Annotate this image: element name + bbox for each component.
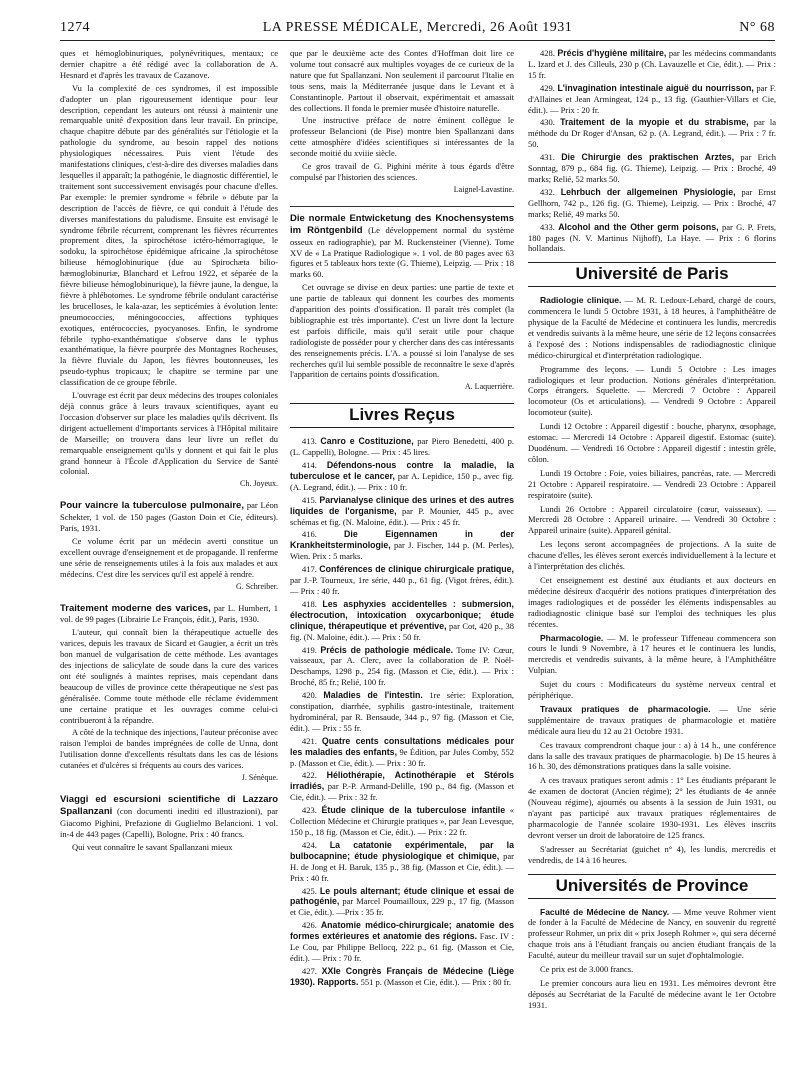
announcement-paragraph: [528, 978, 776, 1011]
book-title: Quatre cents consultations médicales pour les maladies des enfants,: [290, 735, 514, 757]
book-number: 426.: [302, 920, 317, 931]
book-entry: [290, 529, 514, 562]
issue-number: N° 68: [739, 20, 775, 35]
book-title: Parvianalyse clinique des urines et des autres liquides de l'organisme,: [290, 494, 514, 516]
book-entry: [528, 222, 776, 255]
book-details: par P.-P. Armand-Delille, 190 p., 84 fig. (Masson et Cie, édit.). — Prix : 32 fr.: [290, 781, 514, 803]
book-details: par Piero Benedetti, 400 p. (L. Cappelli), Bologne. — Prix : 45 lires.: [290, 436, 514, 458]
book-entry: [290, 920, 514, 964]
book-entry: [290, 460, 514, 493]
announcement-text: Lundi 12 Octobre : Appareil digestif : bouche, pharynx, œsophage, estomac. — Mercredi 14 Octobre : Appareil digestif. Estomac (suite). Duodénum. — Vendredi 16 Octobre : Appareil digestif : intestin grêle, côlon.: [528, 421, 776, 464]
journal-title: LA PRESSE MÉDICALE, Mercredi, 26 Août 1931: [262, 20, 573, 35]
review-heading: [290, 213, 514, 280]
review-title: Traitement moderne des varices,: [60, 602, 211, 614]
announcement-paragraph: [528, 575, 776, 630]
announcement-title: Faculté de Médecine de Nancy.: [540, 906, 670, 917]
announcement-text: — M. le professeur Tiffeneau commencera son cours le lundi 9 Novembre, à 17 heures et le continuera les lundis, mercredis et vendredis suivants, à la même heure, à l'Amphithéâtre Vulpian.: [528, 632, 776, 676]
paragraph: A côté de la technique des injections, l'auteur préconise avec raison l'emploi de bandes imprégnées de colle de Unna, dont l'utilisation donne d'excellents résultats dans les cas de lésions cutanées et d'ulcères si fréquents au cours des varices.: [60, 727, 278, 771]
book-title: Lehrbuch der allgemeinen Physiologie,: [560, 186, 736, 197]
book-entry: [290, 770, 514, 803]
book-details: par Marcel Poumailloux, 229 p., 17 fig. (Masson et Cie, édit.). —Prix : 35 fr.: [290, 896, 514, 918]
announcement-paragraph: [528, 539, 776, 572]
book-title: XXIe Congrès Français de Médecine (Liège 1930). Rapports.: [290, 965, 514, 987]
announcement-paragraph: [528, 633, 776, 677]
book-number: 418.: [302, 598, 317, 609]
paragraph: Vu la complexité de ces syndromes, il est impossible d'adopter un plan rigoureusement identique pour leur description, cependant les auteurs ont réussi à maintenir une remarquable unité d'exposition dans leur travail. En principe, chaque chapitre débute par des généralités sur l'étiologie et la pathologie du syndrome, au besoin rappel des notions physiologiques nécessaires. Puis vient l'étude des manifestations cliniques, c'est-à-dire des diverses maladies dans lesquelles il apparaît; la pathogénie, le diagnostic différentiel, le traitement sont successivement envisagés pour chacune d'elles. Par exemple: le premier syndrome « fébrile » débute par la description de l'accès de fièvre, ce qui conduit à l'étude des diverses manifestations du paludisme. Ensuite est envisagé le syndrome fébrile récurrent, comprenant les fièvres récurrentes proprement dites, la spirochétose ictéro-hémorragique, le sodoku, la spirochétose épidémique africaine ,la spirochétose bilieuse hémoglobinurique (due au Spirochæta bilio-hæmoglobinuriæ, Blanchard et Lefrou 1922, et séparée de la fièvre bilieuse hémoglobinurique), la fièvre jaune, la dengue, la fièvre à phlébotomes. Le syndrome fébrile ondulant caractérise les brucelloses, le kala-azar, les septicémies à évolution lente: pneumococcies, méningococcies, affections typhiques exotiques, entérococcies, pyocyanoses. Enfin, le syndrome fébrile typho-exanthématique s'observe dans le typhus exanthématique, la fièvre pourprée des Montagnes Rocheuses, la fièvre fluviale du Japon, les fièvres boutonneuses, les pseudo-typhus tropicaux; le chapitre se termine par une classification de ce groupe fébrile.: [60, 82, 278, 388]
announcement-text: Sujet du cours : Modificateurs du système nerveux central et périphérique.: [528, 679, 776, 701]
book-number: 433.: [540, 221, 555, 232]
books-list: [290, 436, 514, 988]
announcement-paragraph: [528, 844, 776, 866]
book-title: La catatonie expérimentale, par la bulbocapnine; étude physiologique et chimique,: [290, 839, 514, 861]
announcement-text: Ce prix est de 3.000 francs.: [540, 964, 634, 975]
book-entry: [290, 840, 514, 884]
book-details: par P. Mounier, 445 p., avec schémas et fig. (N. Maloine, édit.). — Prix : 45 fr.: [290, 505, 514, 527]
book-title: Précis d'hygiène militaire,: [557, 48, 667, 58]
announcement-title: Travaux pratiques de pharmacologie.: [540, 703, 711, 714]
books-list: [528, 48, 776, 254]
book-title: Traitement de la myopie et du strabisme,: [560, 117, 749, 128]
book-title: Anatomie médico-chirurgicale; anatomie des formes extérieures et anatomie des régions.: [290, 920, 514, 942]
paragraph: Ce volume écrit par un médecin averti constitue un excellent ouvrage d'enseignement et de propagande. Il renferme une série de renseignements utiles à la fois aux malades et aux médecins. C'est dire les services qu'il est appelé à rendre.: [60, 535, 278, 579]
book-entry: [528, 48, 776, 81]
announcement-paragraph: [528, 775, 776, 840]
announcement-paragraph: [528, 421, 776, 465]
announcement-text: — M. R. Ledoux-Lebard, chargé de cours, commencera le lundi 5 Octobre 1931, à 18 heures, à l'amphithéâtre de physique de la Faculté de Médecine et continuera les lundis, mercredis et vendredis suivants à la même heure, une série de 12 leçons consacrées à l'exposé des : Notions indispensables de radiodiagnostic clinique médico-chirurgical et d'interprétation radiologique.: [528, 295, 776, 360]
province-announcements: [528, 907, 776, 1011]
book-details: par la méthode du Dr Roger d'Ansan, 62 p. (A. Legrand, édit.). — Prix : 7 fr. 50.: [528, 117, 776, 150]
book-number: 430.: [540, 117, 555, 128]
book-details: 551 p. (Masson et Cie, édit.). — Prix : 80 fr.: [360, 976, 511, 987]
book-number: 413.: [302, 436, 317, 447]
column-1: [60, 48, 278, 1068]
announcement-text: Cet enseignement est destiné aux étudiants et aux docteurs en médecine désireux d'acquérir des notions pratiques d'interprétation des images radiologiques et de posséder les éléments indispensables au radiodiagnostic clinique basé sur l'emploi des techniques les plus récentes.: [528, 574, 776, 629]
book-entry: [290, 690, 514, 734]
book-entry: [528, 152, 776, 185]
book-number: 423.: [302, 805, 317, 816]
book-entry: [290, 599, 514, 643]
section-title-universites-province: Universités de Province: [528, 874, 776, 899]
announcement-paragraph: [528, 964, 776, 975]
book-entry: [290, 564, 514, 597]
section-title-livres-recus: Livres Reçus: [290, 403, 514, 428]
paris-announcements: [528, 295, 776, 865]
book-number: 417.: [302, 564, 317, 575]
signature: Laignel-Lavastine.: [453, 184, 514, 194]
paragraph: Une instructive préface de notre éminent collègue le professeur Belancioni (de Pise) montre bien Spallanzani dans cette atmosphère d'idées scientifiques si intéressantes de la seconde moitié du xviiie siècle.: [290, 115, 514, 159]
book-entry: [290, 436, 514, 458]
book-entry: [290, 966, 514, 988]
book-title: L'invagination intestinale aiguë du nourrisson,: [557, 82, 754, 93]
book-number: 428.: [540, 48, 555, 58]
announcement-paragraph: [528, 504, 776, 537]
book-details: 9e Édition, par Jules Comby, 552 p. (Masson et Cie, édit.). — Prix : 30 fr.: [290, 746, 514, 768]
book-title: Die Eigennamen in der Krankheitsterminologie,: [290, 529, 514, 551]
book-number: 416.: [302, 529, 317, 540]
review-title: Viaggi ed escursioni scientifiche di Lazzaro Spallanzani: [60, 794, 278, 817]
book-details: 1re série: Exploration, constipation, diarrhée, syphilis gastro-intestinale, traitement hydrominéral, par R. Bensaude, 344 p., 97 fig. (Masson et Cie, édit.). — Prix : 55 fr.: [290, 690, 514, 733]
page-number: 1274: [60, 20, 90, 35]
book-number: 431.: [540, 152, 555, 163]
announcement-text: Le premier concours aura lieu en 1931. Les mémoires devront être déposés au Secrétariat de la Faculté de médecine avant le 1er Octobre 1931.: [528, 977, 776, 1010]
book-number: 415.: [302, 494, 317, 505]
review-meta: par L. Humbert, 1 vol. de 99 pages (Librairie Le François, édit.), Paris, 1930.: [60, 602, 278, 625]
paragraph: L'ouvrage est écrit par deux médecins des troupes coloniales déjà connus grâce à leurs travaux scientifiques, ayant eu l'occasion d'observer sur place les maladies qu'ils décrivent. Ils dirigent actuellement d'importants services à l'Hôpital militaire de Marseille; on trouvera dans leur livre un reflet du remarquable enseignement qu'ils y donnent et qui fait le plus grand honneur à l'École d'Application du Service de Santé colonial.: [60, 390, 278, 477]
signature: A. Laquerrière.: [464, 382, 514, 392]
book-number: 419.: [302, 644, 317, 655]
paragraph: Cet ouvrage se divise en deux parties: une partie de texte et une partie de tableaux qui donnent les courbes des moments d'apparition des points d'ossification. Il paraît très complet (la bibliographie est très importante). C'est un livre dont la lecture est parfois difficile, mais qu'il serait utile pour chaque radiologiste de posséder pour y chercher dans des cas intéressants des renseignements précis. L'A. a poussé si loin l'analyse de ses recherches qu'il lui semble possible de reconnaître le sexe d'après l'apparition de certains points d'ossification.: [290, 282, 514, 380]
book-details: par G. P. Frets, 180 pages (N. V. Martinus Nijhoff), La Haye. — Prix : 6 florins hollandais.: [528, 221, 776, 254]
book-details: par Cot, 420 p., 38 fig. (N. Maloine, édit.). — Prix : 50 fr.: [290, 620, 514, 642]
announcement-paragraph: [528, 679, 776, 701]
book-number: 421.: [302, 735, 317, 746]
book-title: Die Chirurgie des praktischen Arztes,: [561, 152, 735, 163]
announcement-text: Les leçons seront accompagnées de projections. A la suite de chacune d'elles, les élèves seront exercés individuellement à la lecture et à l'interprétation des clichés.: [528, 539, 776, 572]
book-entry: [290, 495, 514, 528]
book-title: Héliothérapie, Actinothérapie et Stérols irradiés,: [290, 770, 514, 792]
review-heading: [60, 500, 278, 534]
book-entry: [528, 117, 776, 150]
book-entry: [528, 187, 776, 220]
book-number: 414.: [302, 460, 317, 470]
book-entry: [290, 805, 514, 838]
paragraph: Qui veut connaître le savant Spallanzani mieux: [72, 841, 233, 852]
page-header: [60, 18, 775, 41]
review-heading: [60, 794, 278, 840]
book-number: 424.: [302, 839, 317, 850]
book-title: Étude clinique de la tuberculose infantile: [321, 805, 506, 816]
book-title: Défendons-nous contre la maladie, la tuberculose et le cancer,: [290, 460, 514, 481]
announcement-paragraph: [528, 364, 776, 419]
paragraph: que par le deuxième acte des Contes d'Hoffman doit lire ce volume tout consacré aux multiples voyages de ce curieux de la nature que fut Spallanzani. Non seulement il parcourut l'Italie en tous sens, mais la Méditerranée jusque dans le Levant et à Constantinople. Partout il observait, expérimentait et amassait des collections. Il fonda le premier musée d'histoire naturelle.: [290, 48, 514, 113]
review-meta: par Léon Schekter, 1 vol. de 150 pages (Gaston Doin et Cie, éditeurs). Paris, 1931.: [60, 500, 278, 534]
book-title: Alcohol and the Other germ poisons,: [558, 221, 719, 232]
announcement-paragraph: [528, 295, 776, 360]
review-heading: [60, 603, 278, 626]
paragraph: Ce gros travail de G. Pighini mérite à tous égards d'être compulsé par l'historien des sciences.: [290, 161, 514, 182]
announcement-text: A ces travaux pratiques seront admis : 1° Les étudiants préparant le 4e examen de doctorat (Ancien régime); 2° les étudiants de 4e année (Nouveau régime), ajournés ou absents à la session de Juin 1931, ou n'ayant pas participé aux travaux pratiques réglementaires de pharmacologie de l'année scolaire 1930-1931. Les élèves inscrits devront verser un droit de laboratoire de 125 francs.: [528, 775, 776, 840]
signature: J. Sénèque.: [241, 773, 278, 783]
book-details: par J.-P. Tourneux, 1re série, 440 p., 61 fig. (Vigot frères, édit.). — Prix : 40 fr.: [290, 575, 514, 596]
book-number: 420.: [302, 690, 317, 701]
book-details: par J. Fischer, 144 p. (M. Perles), Wien. Prix : 5 marks.: [290, 540, 514, 562]
book-details: par Erich Sonntag, 879 p., 684 fig. (G. Thieme), Leipzig. — Prix : Broché, 49 marks; Relié, 52 marks 50.: [528, 152, 776, 184]
announcement-text: Lundi 26 Octobre : Appareil circulatoire (cœur, vaisseaux). — Mercredi 28 Octobre : Appareil urinaire. — Vendredi 30 Octobre : Appareil urinaire (suite). Appareil génital.: [528, 503, 776, 536]
announcement-text: — Une série supplémentaire de travaux pratiques de pharmacologie et matière médicale aura lieu du 12 au 21 Octobre 1931.: [528, 703, 776, 736]
review-meta: (con documenti inediti ed illustrazioni), par Giacomo Pighini, Prefazione di Guglielmo Belancioni. 1 vol. in-4 de 443 pages (Capelli), Bologne. Prix : 40 francs.: [60, 805, 278, 839]
book-details: par H. de Jong et H. Baruk, 135 p., 38 fig. (Masson et Cie, édit.). — Prix : 40 fr.: [290, 850, 514, 883]
announcement-paragraph: [528, 740, 776, 773]
book-entry: [290, 886, 514, 919]
paragraph: L'auteur, qui connaît bien la thérapeutique actuelle des varices, depuis les travaux de Sicard et Gaugier, a écrit un très bon manuel de vulgarisation de cette méthode. Les avantages des injections de salicylate de soude dans la cure des varices ont été soulignés à maintes reprises, mais cependant dans beaucoup de villes de province cette thérapeutique ne s'est pas généralisée. Comme toute méthode elle réclame évidemment une certaine pratique et les ouvrages comme celui-ci contribueront à la répandre.: [60, 627, 278, 725]
divider: [290, 206, 514, 207]
book-number: 422.: [302, 770, 317, 781]
book-title: Le pouls alternant; étude clinique et essai de pathogénie,: [290, 885, 514, 907]
announcement-text: Lundi 19 Octobre : Foie, voies biliaires, pancréas, rate. — Mercredi 21 Octobre : Appareil respiratoire. — Vendredi 23 Octobre : Appareil respiratoire (suite).: [528, 467, 776, 500]
review-title: Pour vaincre la tuberculose pulmonaire,: [60, 500, 244, 512]
book-entry: [290, 736, 514, 769]
announcement-paragraph: [528, 468, 776, 501]
review-title: Die normale Entwicketung des Knochensystems im Röntgenbild: [290, 212, 514, 236]
announcement-text: Programme des leçons. — Lundi 5 Octobre : Les images radiologiques et leur production. Notions générales d'interprétation. Corps étrangers. Squelette. — Mercredi 7 Octobre : Appareil locomoteur (Os et articulations). — Vendredi 9 Octobre : Appareil locomoteur (suite).: [528, 363, 776, 418]
book-number: 425.: [302, 885, 317, 896]
book-details: par les médecins commandants L. Izard et J. des Cilleuls, 230 p (Ch. Lavauzelle et Cie, édit.). — Prix : 15 fr.: [528, 48, 776, 80]
book-title: Canro e Costituzione,: [320, 436, 414, 447]
paragraph: ques et hémoglobinuriques, polynévritiques, mentaux; ce dernier chapitre a été rédigé avec la collaboration de A. Hesnard et d'après les travaux de Cazanove.: [60, 48, 278, 80]
book-title: Les asphyxies accidentelles : submersion, électrocution, intoxication oxycarbonique; étude clinique, thérapeutique et préventive,: [290, 598, 514, 631]
column-3: [528, 48, 776, 1068]
column-2: [290, 48, 514, 1068]
announcement-title: Radiologie clinique.: [540, 295, 622, 306]
announcement-title: Pharmacologie.: [540, 632, 604, 643]
book-number: 429.: [540, 82, 555, 93]
book-details: Fasc. IV : Le Cou, par Philippe Bellocq, 222 p., 61 fig. (Masson et Cie, édit.). — Prix : 70 fr.: [290, 931, 514, 963]
book-details: « Collection Médecine et Chirurgie pratiques », par Jean Levesque, 150 p., 18 fig. (Masson et Cie, édit.). — Prix : 22 fr.: [290, 805, 514, 837]
book-entry: [528, 83, 776, 116]
review-meta: (Le développement normal du système osseux en radiographie), par M. Ruckensteiner (Vienne). Tome XV de « La Pratique Radiologique ». 1 vol. de 80 pages avec 63 figures et 5 tableaux hors texte (G. Thieme), Leipzig. — Prix : 18 marks 60.: [290, 224, 514, 280]
signature: Ch. Joyeux.: [240, 479, 278, 489]
book-details: par A. Lepidice, 150 p., avec fig. (A. Legrand, édit.). — Prix : 10 fr.: [290, 470, 514, 492]
announcement-text: Ces travaux comprendront chaque jour : a) à 14 h., une conférence dans la salle des travaux pratiques de pharmacologie. b) De 15 heures à 16 h. 30, des démonstrations pratiques dans la salle voisine.: [528, 739, 776, 772]
announcement-paragraph: [528, 907, 776, 962]
book-title: Précis de pathologie médicale.: [320, 644, 454, 655]
book-details: par Ernst Gellhorn, 742 p., 126 fig. (G. Thieme), Leipzig. — Prix : Broché, 47 marks; Relié, 49 marks 50.: [528, 186, 776, 219]
announcement-text: S'adresser au Secrétariat (guichet n° 4), les lundis, mercredis et vendredis, de 14 à 16 heures.: [528, 843, 776, 865]
book-entry: [290, 645, 514, 689]
book-details: par F. d'Allaines et Jean Armingeat, 124 p., 13 fig. (Gauthier-Villars et Cie, édit.). — Prix : 20 fr.: [528, 82, 776, 115]
announcement-paragraph: [528, 704, 776, 737]
signature: G. Schreiber.: [236, 581, 278, 591]
book-title: Conférences de clinique chirurgicale pratique,: [319, 564, 514, 575]
book-details: Tome IV: Cœur, vaisseaux, par A. Clerc, avec la collaboration de P. Noël-Deschamps, 1298 p., 254 fig. (Masson et Cie, édit.). — Prix : Broché, 85 fr.; Relié, 100 fr.: [290, 644, 514, 688]
announcement-text: — Mme veuve Rohmer vient de fonder à la Faculté de Médecine de Nancy, en souvenir du regretté professeur Rohmer, un prix dit « prix Joseph Rohmer », qui sera décerné chaque trois ans à l'étudiant français ou ancien étudiant français de la Faculté, auteur du meilleur travail sur un sujet d'ophtalmologie.: [528, 906, 776, 961]
section-title-universite-paris: Université de Paris: [528, 262, 776, 287]
book-title: Maladies de l'intestin.: [323, 690, 423, 701]
book-number: 427.: [302, 965, 317, 976]
book-number: 432.: [540, 186, 555, 197]
